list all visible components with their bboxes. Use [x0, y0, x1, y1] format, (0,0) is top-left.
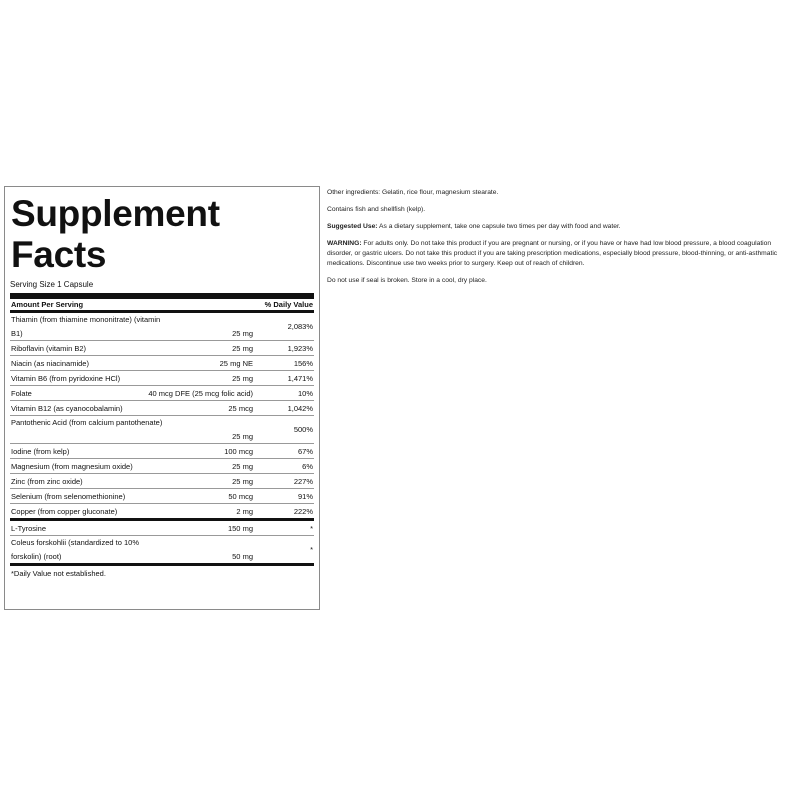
nutrient-amount: 25 mg — [232, 343, 253, 353]
allergen-statement: Contains fish and shellfish (kelp). — [327, 206, 426, 213]
nutrient-daily-value: 222% — [293, 506, 313, 516]
nutrient-list — [10, 313, 314, 563]
nutrient-name: Copper (from copper gluconate) — [11, 506, 118, 516]
nutrient-amount: 25 mg — [232, 476, 253, 486]
nutrient-name: Vitamin B6 (from pyridoxine HCl) — [11, 373, 121, 383]
nutrient-line-2 — [11, 432, 253, 441]
nutrient-row — [10, 536, 314, 563]
nutrient-amount: 25 mcg — [228, 403, 253, 413]
footnote: *Daily Value not established. — [11, 569, 106, 578]
nutrient-daily-value: * — [310, 545, 313, 554]
header-daily-value: % Daily Value — [264, 300, 313, 309]
nutrient-row — [10, 371, 314, 385]
nutrient-name: Vitamin B12 (as cyanocobalamin) — [11, 403, 123, 413]
nutrient-row — [10, 341, 314, 355]
nutrient-amount: 25 mg — [232, 373, 253, 383]
nutrient-name: Coleus forskohlii (standardized to 10% — [11, 538, 139, 548]
nutrient-name: Pantothenic Acid (from calcium pantothenate) — [11, 418, 163, 428]
nutrient-row — [10, 444, 314, 458]
nutrient-name: Riboflavin (vitamin B2) — [11, 343, 87, 353]
suggested-use-label: Suggested Use: — [327, 223, 378, 230]
nutrient-line-2 — [11, 552, 253, 561]
nutrient-label — [11, 444, 253, 458]
warning — [327, 239, 797, 269]
nutrient-label — [11, 474, 253, 488]
nutrient-daily-value: 2,083% — [287, 322, 313, 331]
warning-text: For adults only. Do not take this product if you are pregnant or nursing, or if you have or have had low blood pressure, a blood coagulation disorder, or gastric ulcers. Do not take this product if you are taking prescription medications, especially blood pressure, blood-thinning, or anti-asthmatic medications. Discontinue use two weeks prior to surgery. Keep out of reach of children. — [327, 240, 778, 267]
nutrient-row — [10, 474, 314, 488]
nutrient-label — [11, 536, 253, 563]
nutrient-name: Niacin (as niacinamide) — [11, 358, 89, 368]
nutrient-daily-value: 10% — [297, 388, 313, 398]
nutrient-row — [10, 386, 314, 400]
nutrient-daily-value: 1,042% — [287, 403, 313, 413]
nutrient-label — [11, 356, 253, 370]
nutrient-label — [11, 386, 253, 400]
nutrient-name-cont: B1) — [11, 328, 23, 338]
nutrient-name: Folate — [11, 388, 32, 398]
nutrient-amount: 2 mg — [236, 506, 253, 516]
nutrient-name: Selenium (from selenomethionine) — [11, 491, 126, 501]
table-header — [10, 299, 314, 310]
title-line-2: Facts — [11, 234, 107, 275]
product-info — [327, 188, 797, 293]
title-line-1: Supplement — [11, 193, 220, 234]
nutrient-row — [10, 504, 314, 518]
header-amount: Amount Per Serving — [11, 300, 84, 309]
nutrient-daily-value: 1,923% — [287, 343, 313, 353]
nutrient-daily-value: 91% — [297, 491, 313, 501]
panel-title — [11, 193, 314, 275]
nutrient-row — [10, 416, 314, 443]
nutrient-row — [10, 521, 314, 535]
supplement-facts-panel — [4, 186, 320, 610]
nutrient-name: Iodine (from kelp) — [11, 446, 70, 456]
nutrient-amount: 25 mg NE — [219, 358, 253, 368]
warning-label: WARNING: — [327, 240, 362, 247]
nutrient-label — [11, 459, 253, 473]
nutrient-amount: 150 mg — [227, 523, 253, 533]
nutrient-name: Thiamin (from thiamine mononitrate) (vitamin — [11, 315, 161, 325]
nutrient-daily-value: 1,471% — [287, 373, 313, 383]
nutrient-daily-value: 156% — [293, 358, 313, 368]
suggested-use — [327, 222, 797, 232]
nutrient-label — [11, 313, 253, 340]
nutrient-name: L-Tyrosine — [11, 523, 47, 533]
nutrient-amount: 50 mg — [232, 551, 253, 561]
serving-size: Serving Size 1 Capsule — [10, 280, 94, 289]
nutrient-name-cont: forskolin) (root) — [11, 551, 62, 561]
nutrient-amount: 40 mcg DFE (25 mcg folic acid) — [148, 388, 253, 398]
nutrient-label — [11, 504, 253, 518]
nutrient-daily-value: 227% — [293, 476, 313, 486]
nutrient-daily-value: 67% — [297, 446, 313, 456]
suggested-use-text: As a dietary supplement, take one capsule two times per day with food and water. — [377, 223, 621, 230]
nutrient-row — [10, 401, 314, 415]
nutrient-row — [10, 313, 314, 340]
nutrient-amount: 25 mg — [232, 431, 253, 441]
nutrient-daily-value: 6% — [302, 461, 313, 471]
nutrient-row — [10, 489, 314, 503]
nutrient-label — [11, 521, 253, 535]
storage-note: Do not use if seal is broken. Store in a cool, dry place. — [327, 277, 487, 284]
nutrient-label — [11, 341, 253, 355]
nutrient-line-2 — [11, 329, 253, 338]
nutrient-amount: 50 mcg — [228, 491, 253, 501]
nutrient-row — [10, 459, 314, 473]
nutrient-label — [11, 371, 253, 385]
nutrient-amount: 100 mcg — [224, 446, 253, 456]
nutrient-daily-value: 500% — [293, 425, 313, 434]
nutrient-name: Magnesium (from magnesium oxide) — [11, 461, 133, 471]
nutrient-amount: 25 mg — [232, 461, 253, 471]
nutrient-amount: 25 mg — [232, 328, 253, 338]
nutrient-row — [10, 356, 314, 370]
nutrient-name: Zinc (from zinc oxide) — [11, 476, 83, 486]
nutrient-label — [11, 416, 253, 443]
nutrient-label — [11, 401, 253, 415]
divider-medium-bottom — [10, 563, 314, 566]
nutrient-label — [11, 489, 253, 503]
other-ingredients: Other ingredients: Gelatin, rice flour, magnesium stearate. — [327, 189, 499, 196]
nutrient-daily-value: * — [310, 523, 313, 533]
